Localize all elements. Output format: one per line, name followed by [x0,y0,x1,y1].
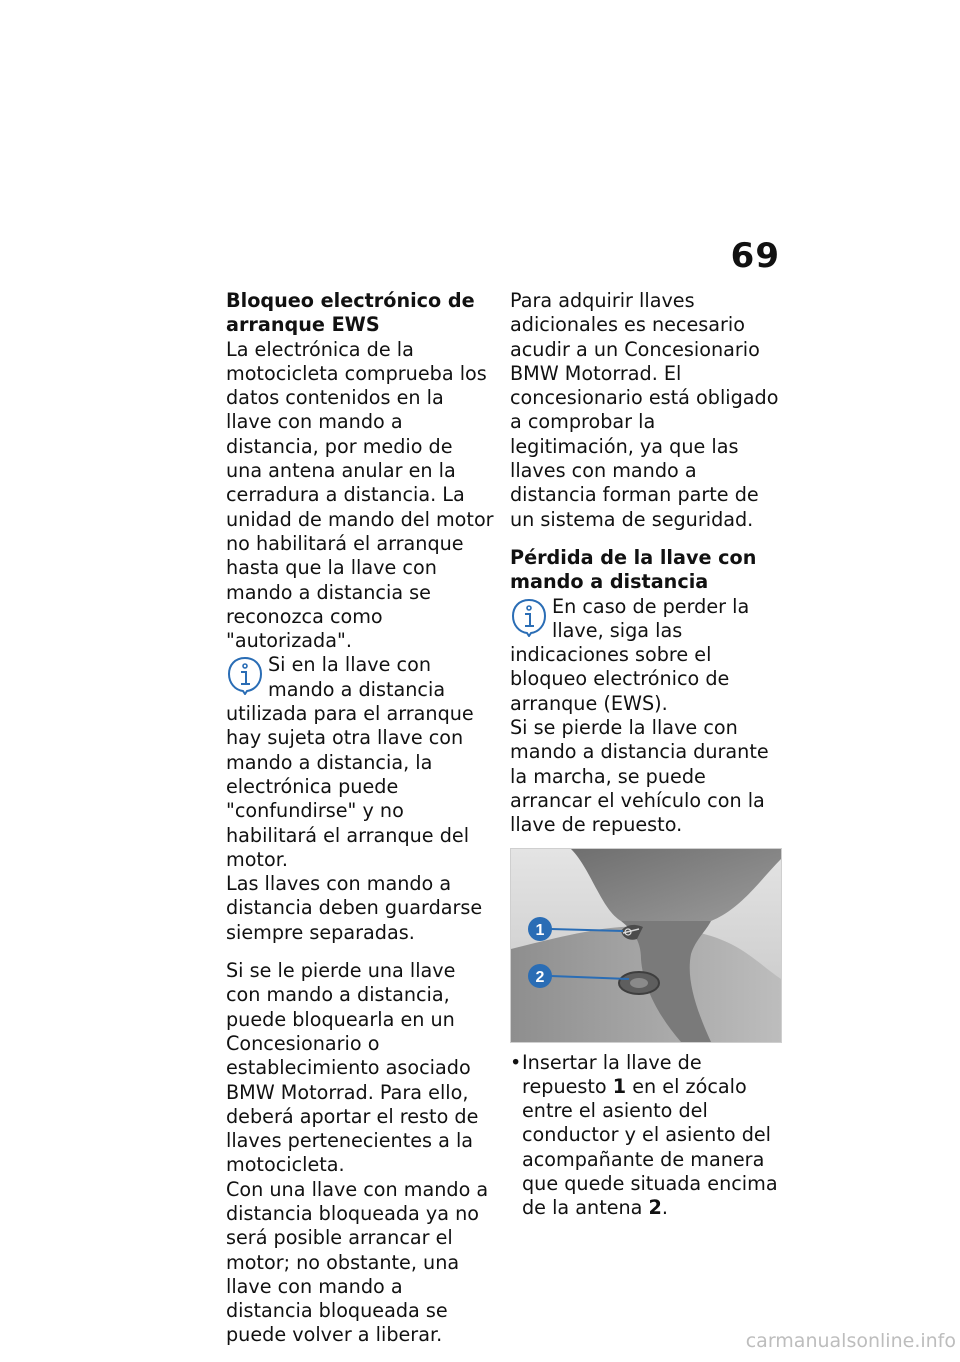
seat-drawing [511,849,781,1042]
motorcycle-seat-illustration [510,848,782,1043]
info-note-right [510,595,782,716]
paragraph-ews-intro: La electrónica de la motocicleta comprueba los datos contenidos en la llave con mando a distancia, por medio de una antena anular en la cerradura a distancia. La unidad de mando del motor no habilitará el arranque hasta que la llave con mando a distancia se reconozca como "autorizada". [226,337,494,653]
left-column [226,289,494,1348]
paragraph-additional-keys: Para adquirir llaves adicionales es necesario acudir a un Concesionario BMW Motorrad. El concesionario está obligado a comprobar la legitimación, ya que las llaves con mando a distancia forman parte de un sistema de seguridad. [510,289,779,531]
info-note-right-text: En caso de perder la llave, siga las indicaciones sobre el bloqueo electrónico de arranque (EWS). [510,594,750,715]
right-column [510,289,782,1221]
info-note-left-text: Si en la llave con mando a distancia utilizada para el arranque hay sujeta otra llave con mando a distancia, la electrónica puede "confundirse" y no habilitará el arranque del motor. [226,653,474,871]
instruction-bullet [510,1051,782,1221]
section-heading-lost-key: Pérdida de la llave con mando a distancia [510,545,757,594]
info-icon [510,597,548,637]
paragraph-keys-separate: Las llaves con mando a distancia deben guardarse siempre separadas. [226,872,483,944]
paragraph-lost-key: Si se le pierde una llave con mando a distancia, puede bloquearla en un Concesionario o establecimiento asociado BMW Motorrad. Para ello, deberá aportar el resto de llaves pertenecientes a la motocicleta. [226,959,479,1177]
reference-1: 1 [612,1074,627,1098]
callout-1: 1 [535,921,545,939]
reference-2: 2 [648,1196,662,1220]
callout-2: 2 [535,968,545,986]
page-number: 69 [730,236,780,276]
section-heading-ews: Bloqueo electrónico de arranque EWS [226,289,475,337]
instruction-text: Insertar la llave de repuesto 1 en el zócalo entre el asiento del conductor y el asiento del acompañante de manera que quede situada encima de la antena 2. [522,1050,778,1220]
info-icon [226,655,264,695]
bullet-dot: • [510,1050,522,1074]
paragraph-spare-key: Si se pierde la llave con mando a distancia durante la marcha, se puede arrancar el vehículo con la llave de repuesto. [510,716,769,837]
paragraph-blocked-key: Con una llave con mando a distancia bloqueada ya no será posible arrancar el motor; no obstante, una llave con mando a distancia bloqueada se puede volver a liberar. [226,1177,489,1347]
watermark: carmanualsonline.info [745,1330,956,1352]
info-note-left [226,653,494,872]
